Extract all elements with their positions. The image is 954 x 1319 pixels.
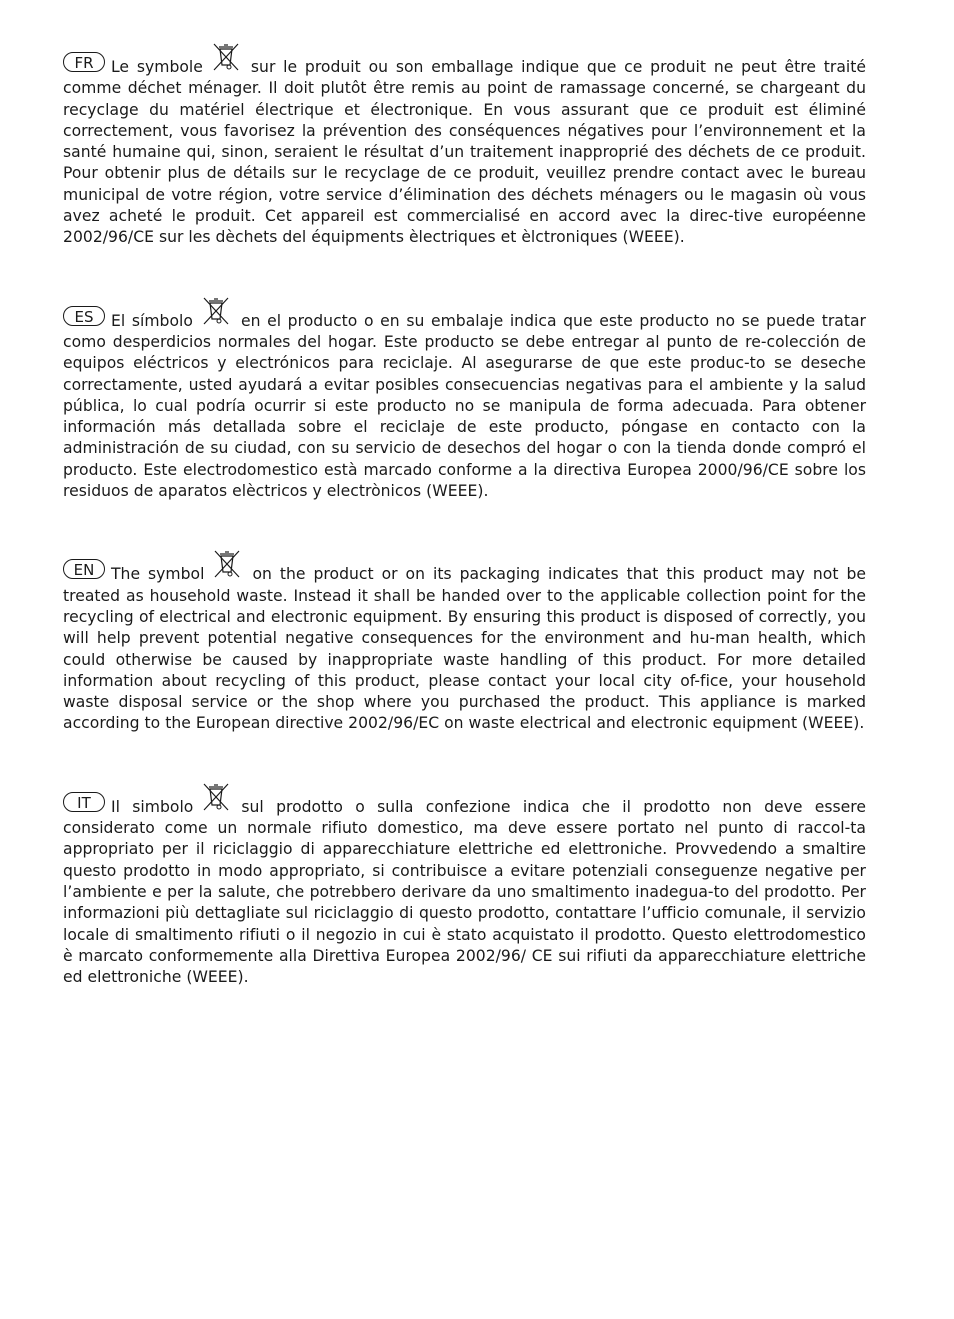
lang-badge-es: ES [63, 306, 105, 326]
section-en [63, 547, 866, 734]
section-fr-lead: Le symbole [111, 58, 203, 76]
section-it [63, 780, 866, 989]
section-en-lead: The symbol [111, 565, 205, 584]
section-en-paragraph [63, 547, 866, 734]
section-es-paragraph [63, 294, 866, 503]
section-it-lead: Il simbolo [111, 797, 194, 816]
section-it-paragraph [63, 780, 866, 989]
section-en-text: on the product or on its packaging indicates that this product may not be treated as household waste. Instead it shall be handed over to the applicable collection point for the recycling of electrical and electronic equipment. By ensuring this product is disposed of correctly, you will help prevent potential negative consequences for the environment and hu-man health, which could otherwise be caused by inappropriate waste handling of this product. For more detailed information about recycling of this product, please contact your local city of-fice, your household waste disposal service or the shop where you purchased the product. This appliance is marked according to the European directive 2002/96/EC on waste electrical and electronic equipment (WEEE). [63, 565, 866, 733]
crossed-out-wheelie-bin-icon [209, 40, 243, 74]
section-fr-paragraph [63, 40, 866, 249]
section-fr-text: sur le produit ou son emballage indique que ce produit ne peut être traité comme déchet ménager. Il doit plutôt être remis au point de ramassage concerné, se chargeant du recyclage du matériel électrique et électronique. En vous assurant que ce produit est éliminé correctement, vous favorisez la prévention des conséquences négatives pour l’environnement et la santé humaine qui, sinon, seraient le résultat d’un traitement inapproprié des déchets de ce produit. Pour obtenir plus de détails sur le recyclage de ce produit, veuillez prendre contact avec le bureau municipal de votre région, votre service d’élimination des déchets ménagers ou le magasin où vous avez acheté le produit. Cet appareil est commercialisé en accord avec la direc-tive européenne 2002/96/CE sur les dèchets del équipments èlectriques et èlctroniques (WEEE). [63, 58, 866, 247]
lang-badge-fr: FR [63, 52, 105, 72]
crossed-out-wheelie-bin-icon [199, 780, 233, 814]
section-es [63, 294, 866, 503]
section-fr [63, 40, 866, 249]
section-es-text: en el producto o en su embalaje indica que este producto no se puede tratar como desperdicios normales del hogar. Este producto se debe entregar al punto de re-colección de equipos eléctricos y electrónicos para reciclaje. Al asegurarse de que este produc-to se deseche correctamente, usted ayudará a evitar posibles consecuencias negativas para el ambiente y la salud pública, lo cual podría ocurrir si este producto no se manipula de forma adecuada. Para obtener información más detallada sobre el reciclaje de este producto, póngase en contacto con la administración de su ciudad, con su servicio de desechos del hogar o con la tienda donde compró el producto. Este electrodomestico està marcado conforme a la directiva Europea 2000/96/CE sobre los residuos de aparatos elèctricos y electrònicos (WEEE). [63, 311, 866, 501]
weee-disposal-notice [63, 40, 866, 988]
crossed-out-wheelie-bin-icon [210, 547, 244, 581]
section-es-lead: El símbolo [111, 311, 193, 330]
lang-badge-en: EN [63, 559, 105, 579]
lang-badge-it: IT [63, 792, 105, 812]
crossed-out-wheelie-bin-icon [199, 294, 233, 328]
section-it-text: sul prodotto o sulla confezione indica che il prodotto non deve essere considerato come un normale rifiuto domestico, ma deve essere portato nel punto di raccol-ta appropriato per il riciclaggio di apparecchiature elettriche ed elettroniche. Provvedendo a smaltire questo prodotto in modo appropriato, si contribuisce a evitare potenziali conseguenze negative per l’ambiente e per la salute, che potrebbero derivare da uno smaltimento inadegua-to del prodotto. Per informazioni più dettagliate sul riciclaggio di questo prodotto, contattare l’ufficio comunale, il servizio locale di smaltimento rifiuti o il negozio in cui è stato acquistato il prodotto. Questo elettrodomestico è marcato conformemente alla Direttiva Europea 2002/96/ CE sui rifiuti da apparecchiature elettriche ed elettroniche (WEEE). [63, 797, 867, 987]
